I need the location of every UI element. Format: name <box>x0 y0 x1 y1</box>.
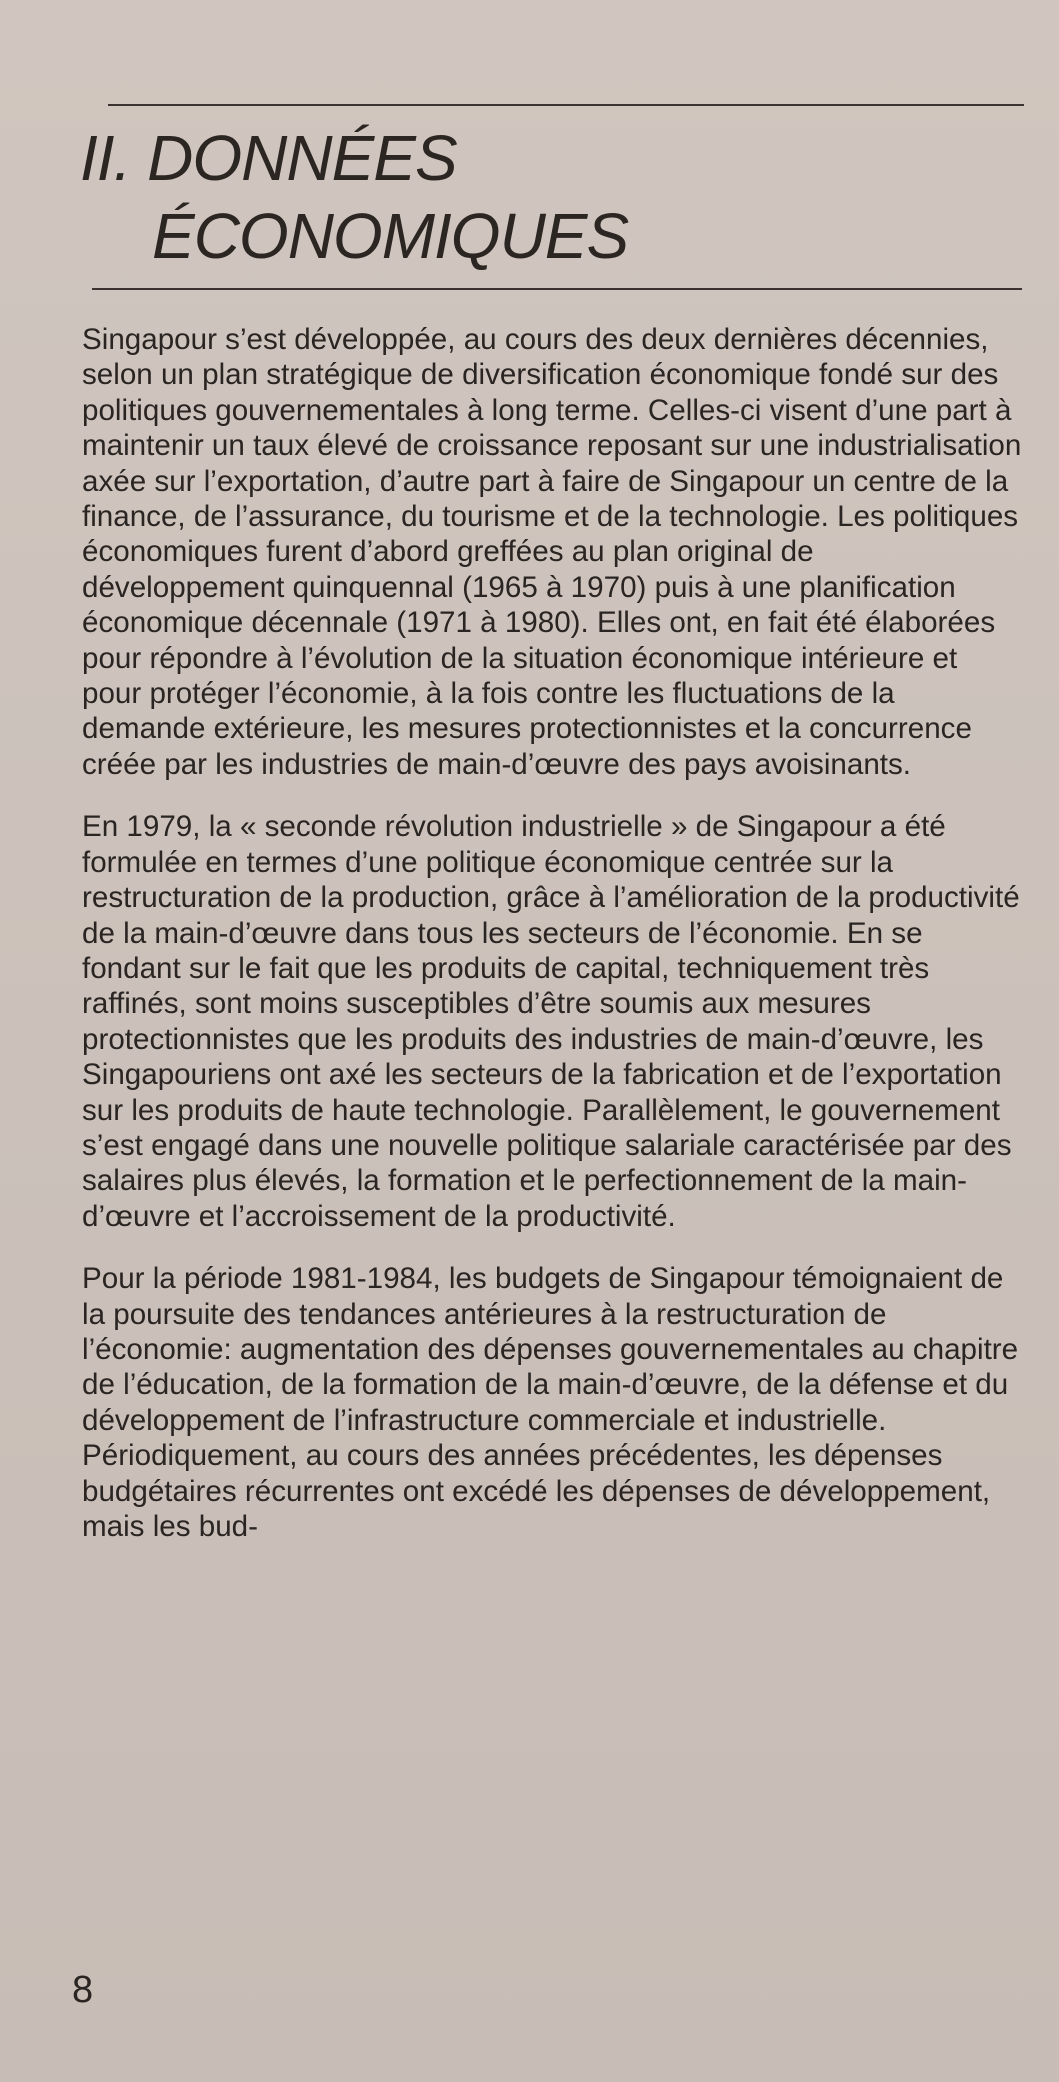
section-title-line-1: II. DONNÉES <box>80 122 457 194</box>
body-text <box>82 322 1022 1571</box>
paragraph-1: Singapour s’est développée, au cours des deux dernières décennies, selon un plan stratégique de diversification économique fondé sur des politiques gouvernementales à long terme. Celles-ci visent d’une part à maintenir un taux élevé de croissance reposant sur une industrialisation axée sur l’exportation, d’autre part à faire de Singapour un centre de la finance, de l’assurance, du tourisme et de la technologie. Les politiques économiques furent d’abord greffées au plan original de développement quinquennal (1965 à 1970) puis à une planification économique décennale (1971 à 1980). Elles ont, en fait été élaborées pour répondre à l’évolution de la situation économique intérieure et pour protéger l’économie, à la fois contre les fluctuations de la demande extérieure, les mesures protectionnistes et la concurrence créée par les industries de main-d’œuvre des pays avoisinants. <box>82 323 1022 781</box>
header-rule-top <box>108 104 1024 106</box>
page-number: 8 <box>72 1969 94 2011</box>
section-title-line-2: ÉCONOMIQUES <box>152 200 629 272</box>
paragraph-2: En 1979, la « seconde révolution industrielle » de Singapour a été formulée en termes d’une politique économique centrée sur la restructuration de la production, grâce à l’amélioration de la productivité de la main-d’œuvre dans tous les secteurs de l’économie. En se fondant sur le fait que les produits de capital, techniquement très raffinés, sont moins susceptibles d’être soumis aux mesures protectionnistes que les produits des industries de main-d’œuvre, les Singapouriens ont axé les secteurs de la fabrication et de l’exportation sur les produits de haute technologie. Parallèlement, le gouvernement s’est engagé dans une nouvelle politique salariale caractérisée par des salaires plus élevés, la formation et le perfectionnement de la main-d’œuvre et l’accroissement de la productivité. <box>82 810 1020 1233</box>
paragraph-3: Pour la période 1981-1984, les budgets de Singapour témoignaient de la poursuite des tendances antérieures à la restructuration de l’économie: augmentation des dépenses gouvernementales au chapitre de l’éducation, de la formation de la main-d’œuvre, de la défense et du développement de l’infrastructure commerciale et industrielle. Périodiquement, au cours des années précédentes, les dépenses budgétaires récurrentes ont excédé les dépenses de développement, mais les bud- <box>82 1262 1019 1543</box>
header-rule-bottom <box>92 288 1022 290</box>
